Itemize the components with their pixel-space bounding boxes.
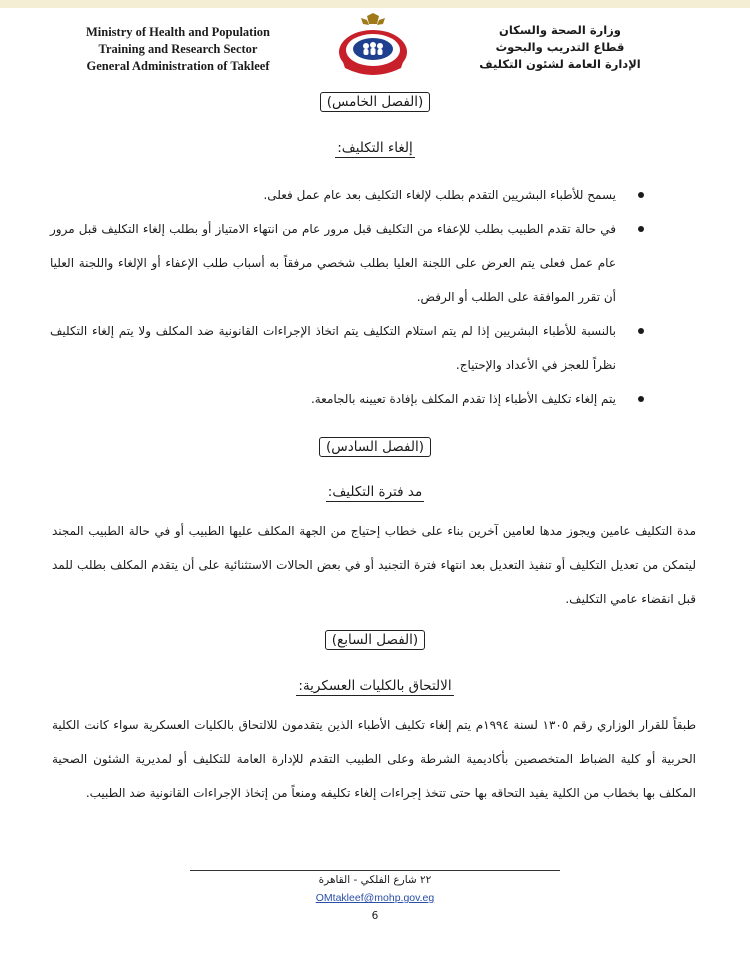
chapter5-bullets (50, 178, 630, 416)
footer-divider (190, 870, 560, 871)
list-item-text: في حالة تقدم الطبيب بطلب للإعفاء من التكليف قبل مرور عام من انتهاء الامتياز أو بطلب إلغاء التكليف قبل مرور عام عمل فعلى يتم العرض على اللجنة العليا بطلب شخصي مرفقاً به أسباب طلب الإعفاء أو الإلغاء واللجنة العليا أن تقرر الموافقة على الطلب أو الرفض. (50, 222, 616, 304)
ministry-of-health-emblem-icon (333, 12, 413, 80)
chapter5-title-text: (الفصل الخامس) (320, 92, 431, 112)
chapter7-subtitle-text: الالتحاق بالكليات العسكرية: (298, 678, 452, 694)
header-arabic (460, 22, 660, 73)
list-item (50, 314, 630, 382)
list-item (50, 212, 630, 314)
header-english (28, 24, 328, 75)
chapter6-title-text: (الفصل السادس) (319, 437, 431, 457)
header-en-line: Ministry of Health and Population (85, 25, 271, 39)
chapter5-subtitle-text: إلغاء التكليف: (337, 140, 413, 156)
header-en-line: General Administration of Takleef (86, 59, 270, 73)
bullet-icon (638, 328, 644, 334)
chapter6-subtitle (0, 484, 750, 502)
header-ar-line: وزارة الصحة والسكان (499, 23, 621, 37)
chapter5-subtitle (0, 140, 750, 158)
chapter6-title (0, 437, 750, 457)
email-link[interactable]: OMtakleef@mohp.gov.eg (315, 892, 435, 904)
chapter6-paragraph: مدة التكليف عامين ويجوز مدها لعامين آخرين بناء على خطاب إحتياج من الجهة المكلف عليها الطبيب أو في حالة الطبيب المجند ليتمكن من تعديل التكليف أو تنفيذ التعديل بعد انتهاء فترة التجنيد أو في بعض الحالات الاستثنائية على أن يتقدم المكلف بطلب للمد قبل انقضاء عامي التكليف. (52, 524, 696, 606)
list-item (50, 178, 630, 212)
chapter6-subtitle-text: مد فترة التكليف: (327, 484, 423, 500)
chapter7-paragraph: طبقاً للقرار الوزاري رقم ١٣٠٥ لسنة ١٩٩٤م يتم إلغاء تكليف الأطباء الذين يتقدمون للالتحاق بالكليات العسكرية سواء كانت الكلية الحربية أو كلية الضباط المتخصصين بأكاديمية الشرطة وعلى الطبيب التقدم للإدارة العامة للتكليف أو لمديرية الشئون الصحية المكلف بها بخطاب من الكلية يفيد التحاقه بها حتى تتخذ إجراءات إلغاء تكليفه ومنعاً من إتخاذ الإجراءات القانونية ضد الطبيب. (52, 718, 697, 800)
chapter7-subtitle (0, 678, 750, 696)
list-item-text: يتم إلغاء تكليف الأطباء إذا تقدم المكلف بإفادة تعيينه بالجامعة. (310, 392, 616, 406)
top-strip (0, 0, 750, 8)
bullet-icon (638, 396, 644, 402)
list-item (50, 382, 630, 416)
header-en-line: Training and Research Sector (98, 42, 258, 56)
bullet-icon (638, 226, 644, 232)
header-ar-line: الإدارة العامة لشئون التكليف (479, 57, 641, 71)
list-item-text: بالنسبة للأطباء البشريين إذا لم يتم استلام التكليف يتم اتخاذ الإجراءات القانونية ضد المكلف ولا يتم إلغاء التكليف نظراً للعجز في الأعداد والإحتياج. (50, 324, 616, 372)
page-number: 6 (371, 910, 379, 922)
list-item-text: يسمح للأطباء البشريين التقدم بطلب لإلغاء التكليف بعد عام عمل فعلى. (263, 188, 616, 202)
chapter7-title-text: (الفصل السابع) (325, 630, 425, 650)
chapter7-title (0, 630, 750, 650)
chapter5-title (0, 92, 750, 112)
footer-email[interactable] (190, 892, 560, 904)
header-ar-line: قطاع التدريب والبحوث (495, 40, 625, 54)
footer-address: ٢٢ شارع الفلكي - القاهرة (318, 874, 432, 886)
bullet-icon (638, 192, 644, 198)
